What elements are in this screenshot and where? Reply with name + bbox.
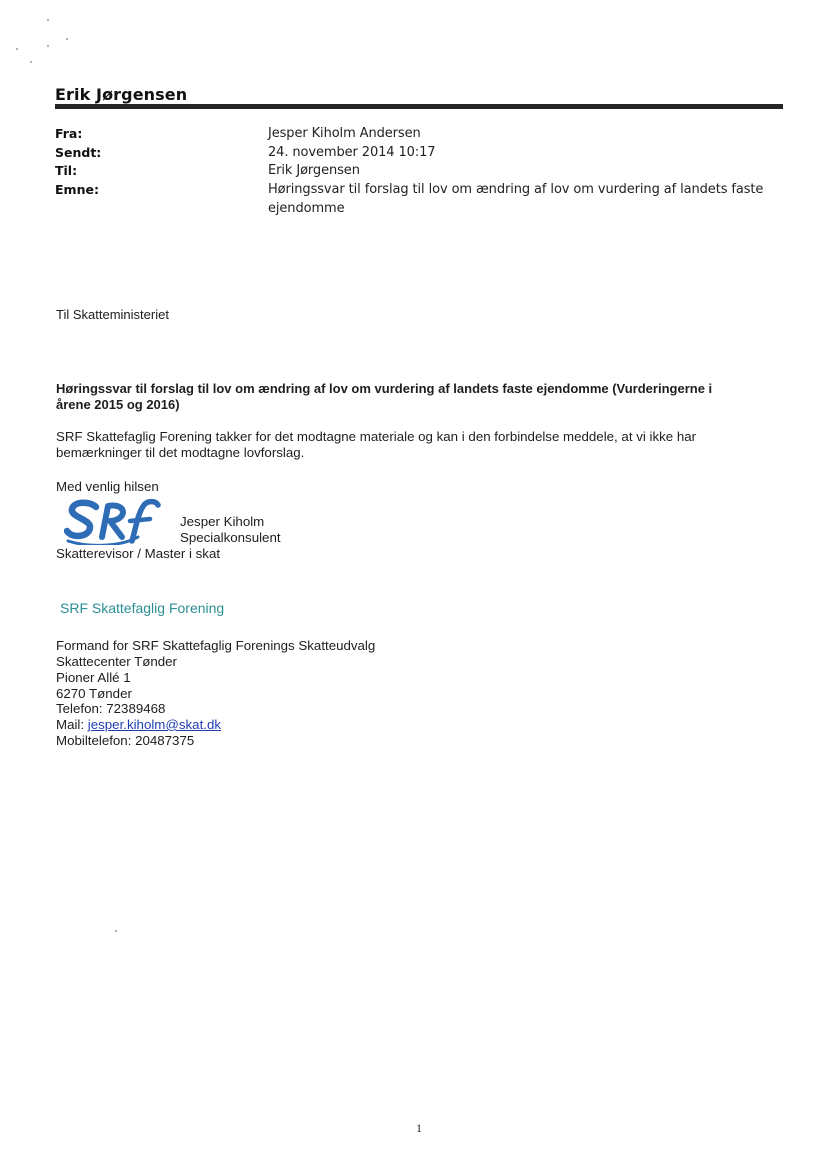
organization-name: SRF Skattefaglig Forening xyxy=(60,600,225,616)
recipient-line: Til Skatteministeriet xyxy=(56,307,169,322)
mail-link[interactable]: jesper.kiholm@skat.dk xyxy=(87,717,222,732)
sent-value: 24. november 2014 10:17 xyxy=(268,145,436,160)
subject-value-line1: Høringssvar til forslag til lov om ændring af lov om vurdering af landets faste xyxy=(268,182,764,197)
scan-speck xyxy=(16,48,18,50)
to-value: Erik Jørgensen xyxy=(268,163,360,178)
contact-phone: Telefon: 72389468 xyxy=(56,701,166,716)
from-value: Jesper Kiholm Andersen xyxy=(268,126,421,141)
contact-city: 6270 Tønder xyxy=(56,686,132,701)
contact-street: Pioner Allé 1 xyxy=(56,670,131,685)
scan-speck xyxy=(47,19,49,21)
subject-value-line2: ejendomme xyxy=(268,201,345,216)
header-divider xyxy=(55,104,783,109)
scan-speck xyxy=(66,38,68,40)
subject-label: Emne: xyxy=(55,182,99,197)
body-text-line2: bemærkninger til det modtagne lovforslag. xyxy=(56,445,305,460)
letter-heading-line2: årene 2015 og 2016) xyxy=(56,397,180,412)
signature-credentials: Skatterevisor / Master i skat xyxy=(56,546,221,561)
page-number: 1 xyxy=(416,1121,422,1135)
to-label: Til: xyxy=(55,163,78,178)
contact-mail xyxy=(56,717,221,732)
mail-label: Mail: xyxy=(56,717,88,732)
signature-title: Specialkonsulent xyxy=(180,530,281,545)
sent-label: Sendt: xyxy=(55,145,102,160)
scan-speck xyxy=(47,45,49,47)
contact-office: Skattecenter Tønder xyxy=(56,654,177,669)
sender-name: Erik Jørgensen xyxy=(55,85,188,104)
contact-mobile: Mobiltelefon: 20487375 xyxy=(56,733,195,748)
contact-role: Formand for SRF Skattefaglig Forenings Skatteudvalg xyxy=(56,638,376,653)
scan-speck xyxy=(30,61,32,63)
from-label: Fra: xyxy=(55,126,83,141)
letter-heading-line1: Høringssvar til forslag til lov om ændring af lov om vurdering af landets faste ejendomme (Vurderingerne i xyxy=(56,381,713,396)
scan-speck xyxy=(115,930,117,932)
closing-greeting: Med venlig hilsen xyxy=(56,479,159,494)
body-text-line1: SRF Skattefaglig Forening takker for det modtagne materiale og kan i den forbindelse meddele, at vi ikke har xyxy=(56,429,697,444)
srf-logo xyxy=(64,497,162,545)
signature-name: Jesper Kiholm xyxy=(180,514,265,529)
